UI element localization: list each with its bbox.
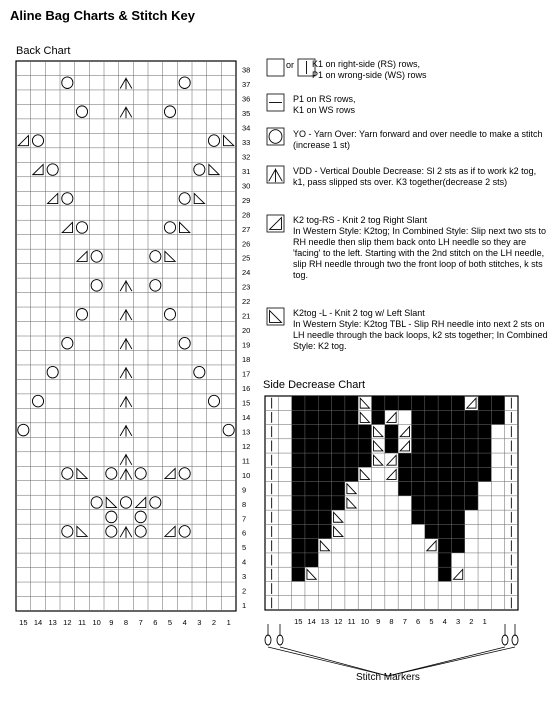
back-col-label: 12 — [63, 618, 72, 627]
filled-cell — [372, 396, 385, 410]
filled-cell — [385, 439, 398, 453]
filled-cell — [465, 439, 478, 453]
filled-cell — [411, 439, 424, 453]
side-col-label: 9 — [376, 617, 381, 626]
back-col-label: 14 — [33, 618, 43, 627]
key-k1-text: K1 on right-side (RS) rows, P1 on wrong-side (WS) rows — [312, 59, 427, 80]
back-row-label: 16 — [242, 384, 251, 393]
back-col-label: 10 — [92, 618, 101, 627]
back-col-label: 5 — [167, 618, 173, 627]
back-row-label: 18 — [242, 355, 251, 365]
filled-cell — [438, 410, 451, 424]
filled-cell — [372, 410, 385, 424]
back-row-label: 14 — [242, 412, 251, 422]
side-col-label: 6 — [416, 617, 421, 626]
filled-cell — [478, 439, 491, 453]
back-row-label: 28 — [242, 210, 251, 220]
filled-cell — [425, 410, 438, 424]
filled-cell — [398, 453, 411, 467]
filled-cell — [318, 496, 331, 510]
filled-cell — [305, 410, 318, 424]
back-col-label: 4 — [182, 618, 187, 627]
back-row-label: 5 — [242, 543, 247, 553]
key-or-label: or — [286, 60, 295, 70]
filled-cell — [292, 410, 305, 424]
side-chart-title: Side Decrease Chart — [263, 379, 366, 391]
filled-cell — [465, 410, 478, 424]
back-row-label: 34 — [242, 123, 251, 133]
back-row-label: 38 — [242, 65, 251, 75]
key-k2tog-rs-detail: In Western Style: K2tog; In Combined Style: Slip next two sts to RH needle then slip them back onto LH needle so they are 'facing' to the left. Starting with the 2nd stitch on the LH needle, slip RH needle through two the front loop of both stitches, k sts tog. — [293, 226, 546, 280]
side-col-label: 5 — [429, 617, 434, 626]
key-yo-box — [267, 128, 284, 145]
filled-cell — [292, 553, 305, 567]
filled-cell — [345, 396, 358, 410]
back-row-label: 12 — [242, 441, 251, 451]
back-row-label: 22 — [242, 297, 251, 307]
back-row-label: 25 — [242, 253, 251, 263]
filled-cell — [292, 425, 305, 439]
filled-cell — [358, 453, 371, 467]
filled-cell — [332, 425, 345, 439]
back-row-label: 8 — [242, 499, 247, 509]
back-col-label: 3 — [197, 618, 202, 627]
back-row-label: 31 — [242, 166, 251, 176]
back-row-label: 30 — [242, 181, 251, 191]
back-row-label: 3 — [242, 572, 247, 582]
filled-cell — [345, 467, 358, 481]
back-chart-grid — [16, 61, 250, 627]
filled-cell — [451, 467, 464, 481]
filled-cell — [318, 396, 331, 410]
back-row-label: 26 — [242, 239, 251, 249]
back-row-label: 33 — [242, 137, 251, 147]
filled-cell — [318, 453, 331, 467]
back-row-label: 29 — [242, 195, 251, 205]
side-col-label: 10 — [360, 617, 370, 626]
filled-cell — [478, 410, 491, 424]
filled-cell — [425, 453, 438, 467]
side-col-label: 14 — [307, 617, 316, 626]
filled-cell — [318, 439, 331, 453]
filled-cell — [451, 425, 464, 439]
side-col-label: 13 — [320, 617, 330, 626]
filled-cell — [491, 396, 504, 410]
back-col-label: 2 — [211, 618, 217, 627]
filled-cell — [332, 396, 345, 410]
side-col-label: 1 — [482, 617, 487, 626]
stitch-marker — [502, 635, 508, 645]
filled-cell — [305, 482, 318, 496]
filled-cell — [438, 439, 451, 453]
filled-cell — [332, 467, 345, 481]
filled-cell — [411, 453, 424, 467]
filled-cell — [425, 482, 438, 496]
filled-cell — [438, 482, 451, 496]
filled-cell — [292, 496, 305, 510]
filled-cell — [425, 467, 438, 481]
back-row-label: 35 — [242, 109, 251, 118]
filled-cell — [305, 539, 318, 553]
filled-cell — [411, 396, 424, 410]
filled-cell — [305, 425, 318, 439]
filled-cell — [411, 410, 424, 424]
filled-cell — [292, 396, 305, 410]
filled-cell — [425, 439, 438, 453]
filled-cell — [425, 496, 438, 510]
filled-cell — [451, 496, 464, 510]
back-col-label: 8 — [123, 618, 129, 627]
filled-cell — [305, 496, 318, 510]
filled-cell — [451, 439, 464, 453]
filled-cell — [411, 425, 424, 439]
filled-cell — [292, 439, 305, 453]
filled-cell — [332, 453, 345, 467]
filled-cell — [398, 467, 411, 481]
side-col-label: 4 — [442, 617, 447, 626]
filled-cell — [451, 539, 464, 553]
filled-cell — [318, 482, 331, 496]
key-yo-text: YO - Yarn Over: Yarn forward and over needle to make a stitch (increase 1 st) — [293, 129, 543, 150]
filled-cell — [438, 496, 451, 510]
filled-cell — [292, 453, 305, 467]
key-k2tog-l-title: K2tog -L - Knit 2 tog w/ Left Slant — [293, 308, 425, 318]
filled-cell — [425, 425, 438, 439]
stitch-markers-label: Stitch Markers — [356, 672, 420, 683]
stitch-marker — [512, 635, 518, 645]
filled-cell — [318, 467, 331, 481]
filled-cell — [465, 467, 478, 481]
filled-cell — [438, 510, 451, 524]
filled-cell — [292, 539, 305, 553]
filled-cell — [305, 510, 318, 524]
filled-cell — [345, 425, 358, 439]
filled-cell — [398, 396, 411, 410]
back-row-label: 36 — [242, 94, 251, 104]
filled-cell — [465, 496, 478, 510]
filled-cell — [318, 410, 331, 424]
key-k2tog-rs-title: K2 tog-RS - Knit 2 tog Right Slant — [293, 215, 428, 225]
back-row-label: 23 — [242, 282, 251, 292]
side-col-label: 11 — [347, 617, 356, 626]
filled-cell — [451, 482, 464, 496]
filled-cell — [438, 396, 451, 410]
filled-cell — [345, 410, 358, 424]
filled-cell — [438, 467, 451, 481]
page-title: Aline Bag Charts & Stitch Key — [10, 8, 195, 23]
filled-cell — [478, 453, 491, 467]
back-row-label: 32 — [242, 152, 251, 162]
filled-cell — [411, 482, 424, 496]
filled-cell — [292, 510, 305, 524]
filled-cell — [305, 467, 318, 481]
filled-cell — [292, 567, 305, 581]
filled-cell — [345, 439, 358, 453]
filled-cell — [451, 510, 464, 524]
back-row-label: 10 — [242, 470, 251, 480]
filled-cell — [318, 524, 331, 538]
key-vdd-text: VDD - Vertical Double Decrease: Sl 2 sts as if to work k2 tog, k1, pass slipped sts over. K3 together(decrease 2 sts) — [293, 166, 537, 187]
side-col-label: 8 — [389, 617, 394, 626]
filled-cell — [451, 410, 464, 424]
stitch-marker — [265, 635, 271, 645]
filled-cell — [478, 467, 491, 481]
back-row-label: 7 — [242, 514, 247, 524]
back-row-label: 21 — [242, 311, 251, 321]
back-col-label: 1 — [226, 618, 231, 627]
back-row-label: 15 — [242, 398, 251, 408]
side-col-label: 15 — [294, 617, 303, 626]
filled-cell — [332, 482, 345, 496]
filled-cell — [292, 482, 305, 496]
filled-cell — [491, 410, 504, 424]
filled-cell — [385, 396, 398, 410]
back-row-label: 17 — [242, 369, 251, 379]
filled-cell — [358, 439, 371, 453]
filled-cell — [438, 425, 451, 439]
back-col-label: 9 — [109, 618, 114, 627]
back-row-label: 13 — [242, 427, 251, 437]
filled-cell — [305, 396, 318, 410]
key-k1-blank-box — [267, 59, 284, 76]
back-row-label: 27 — [242, 224, 251, 234]
back-row-label: 19 — [242, 340, 251, 350]
filled-cell — [451, 524, 464, 538]
filled-cell — [425, 396, 438, 410]
filled-cell — [318, 425, 331, 439]
filled-cell — [305, 453, 318, 467]
side-col-label: 12 — [334, 617, 343, 626]
side-chart-grid — [265, 396, 518, 676]
filled-cell — [451, 453, 464, 467]
back-row-label: 11 — [242, 456, 250, 466]
back-col-label: 11 — [78, 618, 86, 627]
filled-cell — [438, 567, 451, 581]
filled-cell — [292, 467, 305, 481]
back-row-label: 37 — [242, 80, 251, 90]
filled-cell — [451, 396, 464, 410]
back-row-label: 4 — [242, 557, 247, 567]
filled-cell — [345, 453, 358, 467]
filled-cell — [292, 524, 305, 538]
filled-cell — [385, 425, 398, 439]
filled-cell — [358, 425, 371, 439]
filled-cell — [332, 496, 345, 510]
filled-cell — [425, 510, 438, 524]
stitch-marker — [277, 635, 283, 645]
back-chart-title: Back Chart — [16, 45, 71, 57]
back-row-label: 2 — [242, 586, 247, 596]
filled-cell — [465, 425, 478, 439]
filled-cell — [438, 524, 451, 538]
back-col-label: 7 — [138, 618, 143, 627]
filled-cell — [332, 410, 345, 424]
back-row-label: 20 — [242, 326, 251, 336]
filled-cell — [438, 453, 451, 467]
back-row-label: 1 — [242, 601, 247, 611]
filled-cell — [465, 453, 478, 467]
back-col-label: 6 — [153, 618, 158, 627]
filled-cell — [332, 439, 345, 453]
filled-cell — [305, 439, 318, 453]
side-col-label: 2 — [469, 617, 474, 626]
filled-cell — [438, 539, 451, 553]
side-col-label: 7 — [402, 617, 407, 626]
filled-cell — [465, 482, 478, 496]
back-col-label: 13 — [48, 618, 57, 627]
filled-cell — [318, 510, 331, 524]
key-k2tog-l-detail: In Western Style: K2tog TBL - Slip RH needle into next 2 sts on LH needle through the back loops, k2 sts together; In Combined Style: K2 tog. — [293, 319, 548, 351]
back-row-label: 9 — [242, 485, 247, 495]
side-col-label: 3 — [455, 617, 461, 626]
back-row-label: 6 — [242, 528, 247, 538]
key-p1-text: P1 on RS rows, K1 on WS rows — [293, 94, 356, 115]
back-col-label: 15 — [19, 618, 28, 627]
filled-cell — [478, 425, 491, 439]
filled-cell — [478, 396, 491, 410]
filled-cell — [411, 467, 424, 481]
filled-cell — [305, 524, 318, 538]
back-row-label: 24 — [242, 268, 251, 278]
